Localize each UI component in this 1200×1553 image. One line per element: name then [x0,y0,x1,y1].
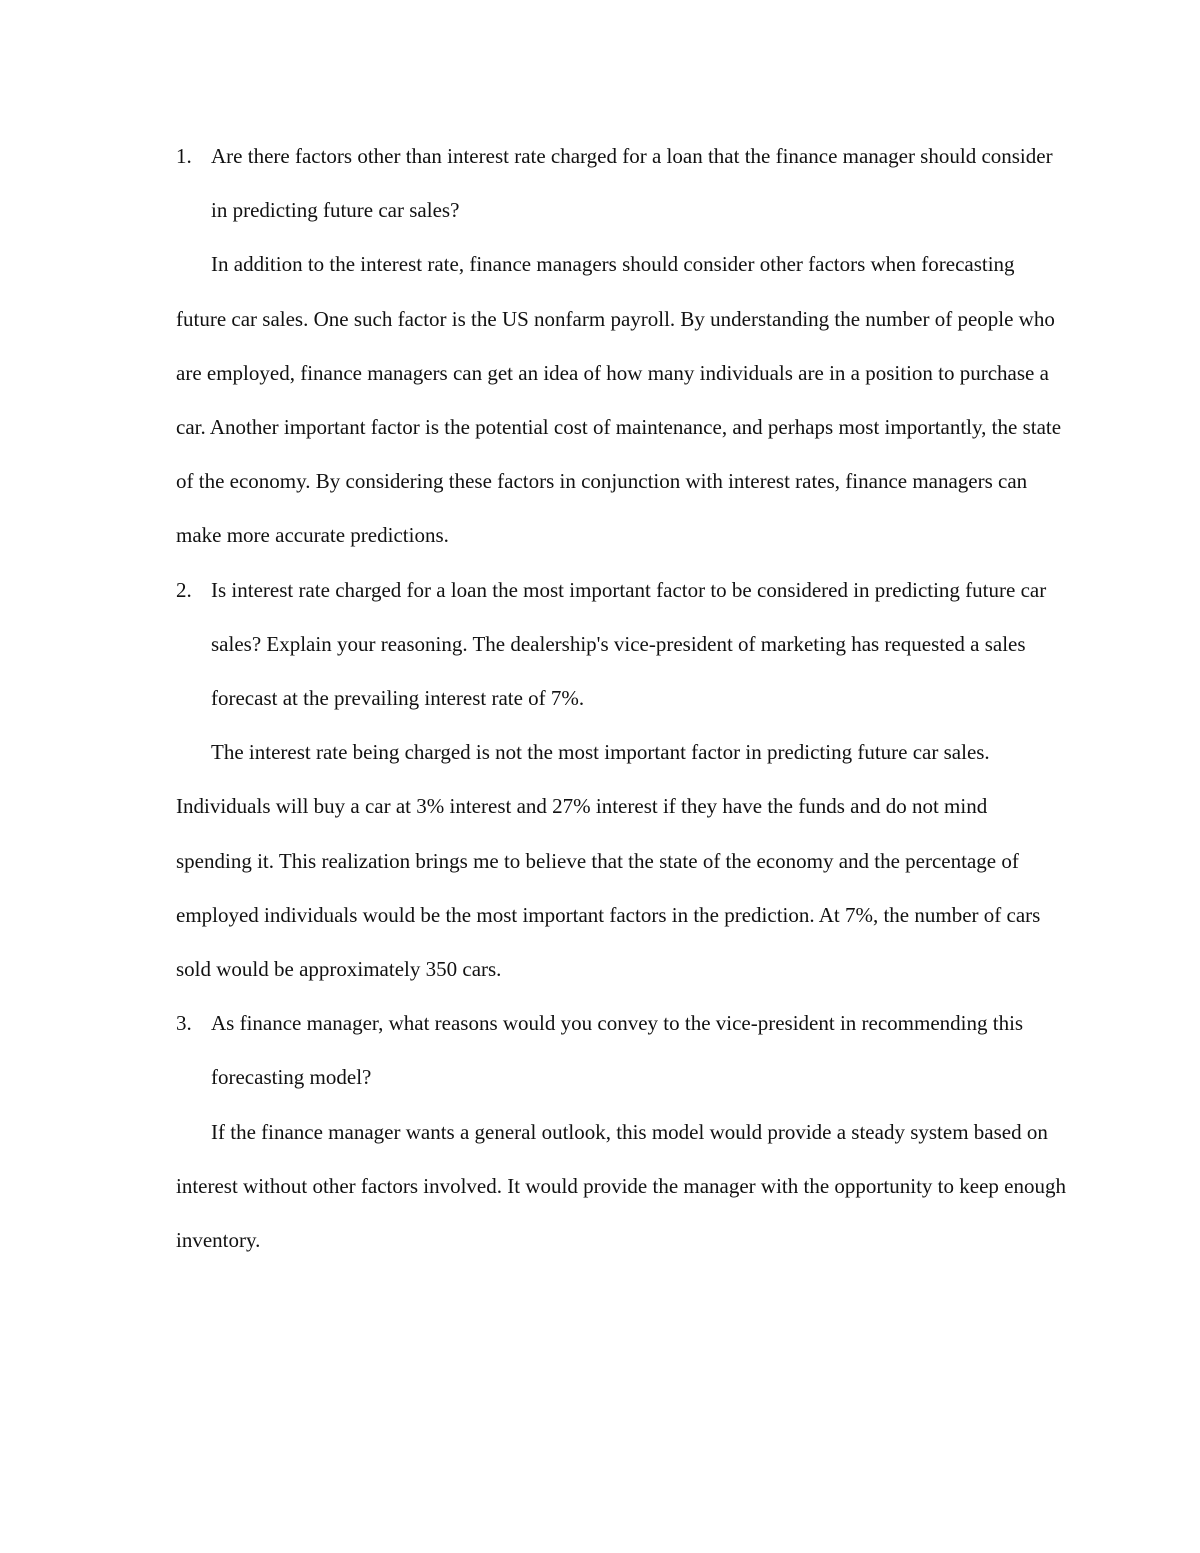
answer-3: If the finance manager wants a general outlook, this model would provide a steady system based on interest without other factors involved. It would provide the manager with the opportunity to keep enough inventory. [176,1119,1066,1253]
question-3 [176,996,1066,1104]
document-body [176,129,1066,1267]
question-number: 3. [176,1011,192,1036]
question-text: Is interest rate charged for a loan the most important factor to be considered in predicting future car sales? Explain your reasoning. The dealership's vice-president of marketing has requested a sales forecast at the prevailing interest rate of 7%. [211,577,1047,711]
question-text: Are there factors other than interest rate charged for a loan that the finance manager should consider in predicting future car sales? [211,144,1053,223]
qa-item-3 [176,996,1066,1267]
qa-item-2 [176,563,1066,997]
question-text: As finance manager, what reasons would you convey to the vice-president in recommending this forecasting model? [211,1011,1024,1090]
question-number: 1. [176,144,192,168]
qa-item-1 [176,129,1066,563]
question-2 [176,563,1066,726]
question-1 [176,129,1066,237]
answer-2: The interest rate being charged is not the most important factor in predicting future car sales. Individuals will buy a car at 3% interest and 27% interest if they have the funds and do not mind spending it. This realization brings me to believe that the state of the economy and the percentage of employed individuals would be the most important factors in the prediction. At 7%, the number of cars sold would be approximately 350 cars. [176,740,1041,982]
answer-1: In addition to the interest rate, finance managers should consider other factors when forecasting future car sales. One such factor is the US nonfarm payroll. By understanding the number of people who are employed, finance managers can get an idea of how many individuals are in a position to purchase a car. Another important factor is the potential cost of maintenance, and perhaps most importantly, the state of the economy. By considering these factors in conjunction with interest rates, finance managers can make more accurate predictions. [176,252,1062,548]
question-number: 2. [176,577,192,602]
